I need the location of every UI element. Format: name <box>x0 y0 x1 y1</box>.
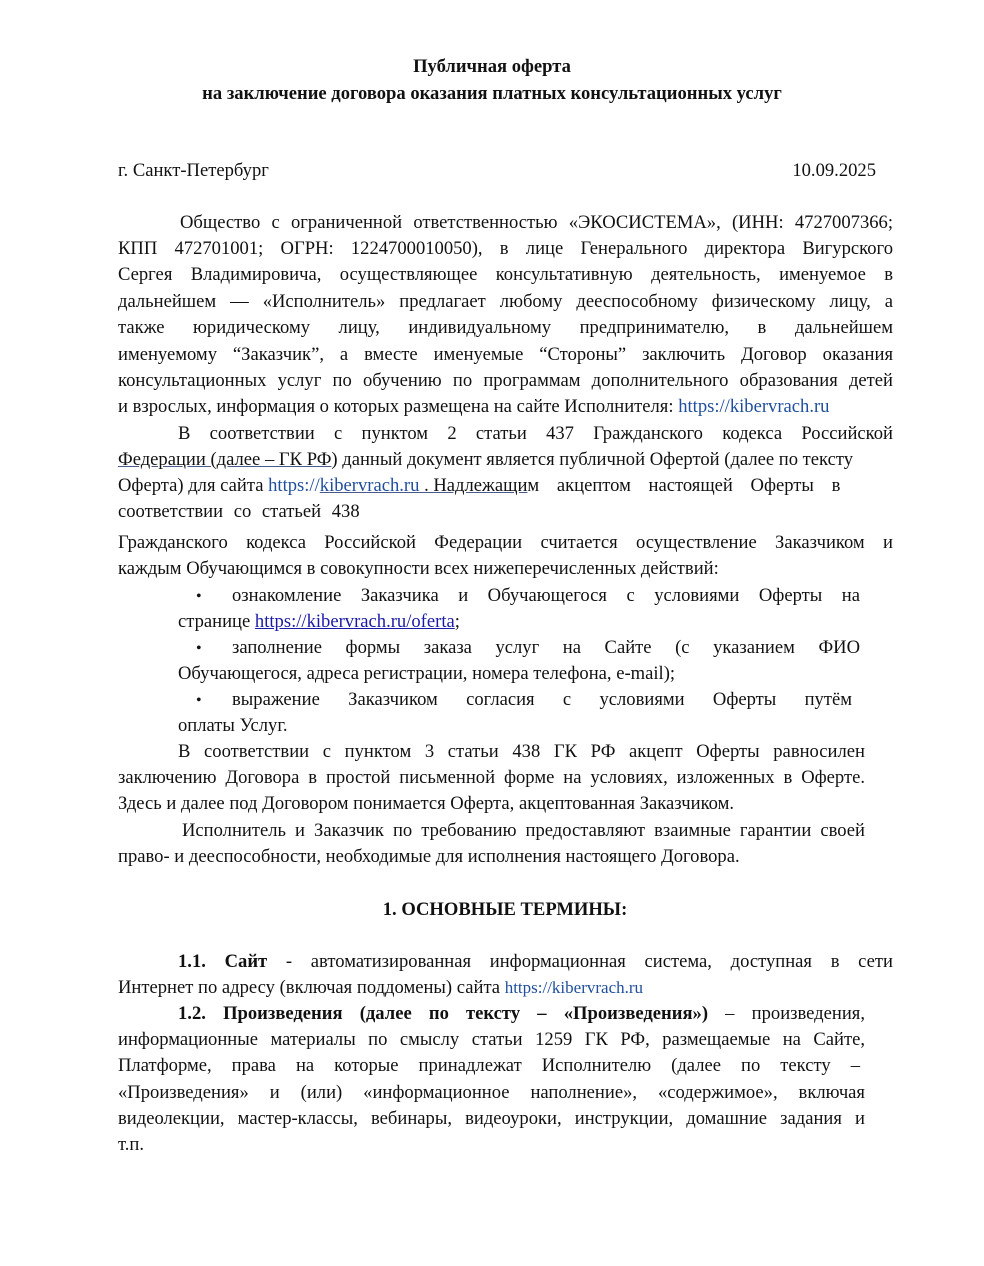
term-1-1-line <box>178 949 893 975</box>
para2-line: В соответствии с пунктом 2 статьи 437 Гражданского кодекса Российской <box>178 423 893 444</box>
term-1-2-line: видеолекции, мастер-классы, вебинары, видеоуроки, инструкции, домашние задания и <box>118 1108 865 1129</box>
site-link[interactable]: https://kibervrach.ru <box>504 978 644 997</box>
term-number: 1.2. <box>178 1003 206 1024</box>
term-1-2-line: Платформе, права на которые принадлежат Исполнителю (далее по тексту – <box>118 1055 860 1076</box>
bullet-icon: • <box>196 640 202 657</box>
bullet-text: ; <box>454 611 460 632</box>
intro-line-last <box>118 394 829 420</box>
para4-line: Исполнитель и Заказчик по требованию предоставляют взаимные гарантии своей <box>182 820 865 841</box>
term-1-2-line <box>178 1001 865 1027</box>
bullet-item-line: заполнение формы заказа услуг на Сайте (с указанием ФИО <box>232 637 860 658</box>
bullet-item-line: оплаты Услуг. <box>178 715 288 736</box>
term-text: Интернет по адресу (включая поддомены) сайта <box>118 977 505 998</box>
term-1-2-line: т.п. <box>118 1134 144 1155</box>
bullet-item-line: ознакомление Заказчика и Обучающегося с условиями Оферты на <box>232 585 860 606</box>
intro-line: консультационных услуг по обучению по программам дополнительного образования детей <box>118 370 893 391</box>
intro-text: и взрослых, информация о которых размещена на сайте Исполнителя: <box>118 396 679 417</box>
para2-text: м акцептом настоящей Оферты в <box>527 475 841 496</box>
term-name: Сайт <box>224 951 268 972</box>
gk-rf-reference: Федерации (далее – ГК РФ <box>118 449 332 470</box>
bullet-item-line: выражение Заказчиком согласия с условиями Оферты путём <box>232 689 852 710</box>
term-1-1-line <box>118 975 643 1001</box>
para2-line: Гражданского кодекса Российской Федерации считается осуществление Заказчиком и <box>118 532 893 553</box>
intro-line: также юридическому лицу, индивидуальному предпринимателю, в дальнейшем <box>118 317 893 338</box>
document-title: Публичная оферта <box>413 56 571 77</box>
site-link[interactable]: kibervrach.ru <box>319 475 420 496</box>
intro-line: именуемому “Заказчик”, а вместе именуемые “Стороны” заключить Договор оказания <box>118 344 893 365</box>
bullet-icon: • <box>196 692 202 709</box>
oferta-link[interactable]: https://kibervrach.ru/oferta <box>254 611 455 632</box>
bullet-item-line <box>178 609 460 635</box>
term-1-2-line: информационные материалы по смыслу статьи 1259 ГК РФ, размещаемые на Сайте, <box>118 1029 865 1050</box>
para2-line <box>118 447 893 473</box>
term-text: – произведения, <box>708 1003 865 1024</box>
para2-text: Оферта) для сайта <box>118 475 269 496</box>
para2-line <box>118 473 840 499</box>
city: г. Санкт-Петербург <box>118 160 269 181</box>
term-1-2-line: «Произведения» и (или) «информационное наполнение», «содержимое», включая <box>118 1082 865 1103</box>
para3-line: Здесь и далее под Договором понимается Оферта, акцептованная Заказчиком. <box>118 793 735 814</box>
para3-line: заключению Договора в простой письменной форме на условиях, изложенных в Оферте. <box>118 767 865 788</box>
document-subtitle: на заключение договора оказания платных консультационных услуг <box>202 83 782 104</box>
site-link[interactable]: https://kibervrach.ru <box>678 396 830 417</box>
para2-line: каждым Обучающимся в совокупности всех нижеперечисленных действий: <box>118 558 719 579</box>
site-link[interactable]: https:// <box>268 475 320 496</box>
para2-text: . Надлежащи <box>419 475 528 496</box>
para4-line: право- и дееспособности, необходимые для исполнения настоящего Договора. <box>118 846 740 867</box>
document-date: 10.09.2025 <box>792 160 876 181</box>
intro-line: Сергея Владимировича, осуществляющее консультативную деятельность, именуемое в <box>118 264 893 285</box>
para3-line: В соответствии с пунктом 3 статьи 438 ГК РФ акцепт Оферты равносилен <box>178 741 865 762</box>
term-number: 1.1. <box>178 951 206 972</box>
intro-line: Общество с ограниченной ответственностью «ЭКОСИСТЕМА», (ИНН: 4727007366; <box>180 212 893 233</box>
intro-line: КПП 472701001; ОГРН: 1224700010050), в лице Генерального директора Вигурского <box>118 238 893 259</box>
bullet-icon: • <box>196 588 202 605</box>
section-heading: 1. ОСНОВНЫЕ ТЕРМИНЫ: <box>382 899 628 920</box>
para2-text: ) данный документ является публичной Офертой (далее по тексту <box>331 449 854 470</box>
term-text: - автоматизированная информационная система, доступная в сети <box>267 951 893 972</box>
para2-line: соответствии со статьей 438 <box>118 501 360 522</box>
bullet-item-line: Обучающегося, адреса регистрации, номера телефона, e-mail); <box>178 663 676 684</box>
term-name: Произведения (далее по тексту – «Произведения») <box>223 1003 709 1024</box>
intro-line: дальнейшем — «Исполнитель» предлагает любому дееспособному физическому лицу, а <box>118 291 893 312</box>
bullet-text: странице <box>178 611 255 632</box>
